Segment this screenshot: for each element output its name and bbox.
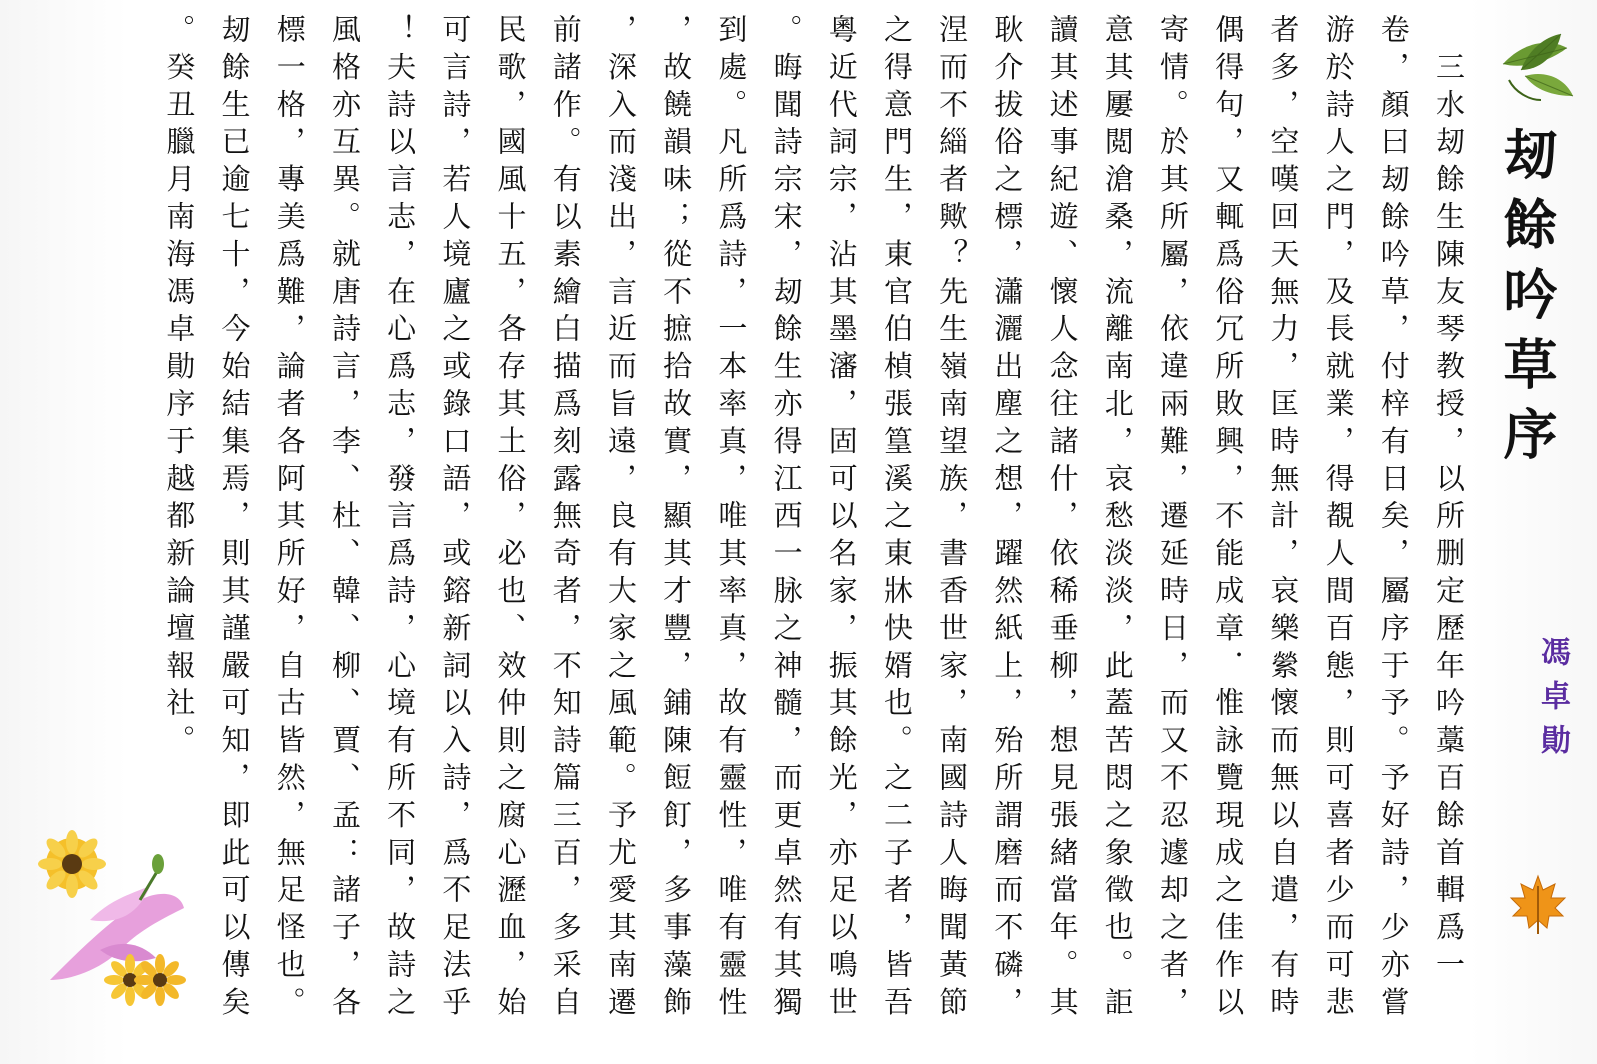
- text-column-16: ，深入而淺出，言近而旨遠，良有大家之風範。予尤愛其南遷: [603, 14, 638, 1024]
- maple-leaf-icon: [1505, 872, 1571, 938]
- text-column-9: 耿介拔俗之標，瀟灑出塵之想，躍然紙上，殆所謂磨而不磷，: [990, 14, 1025, 1024]
- text-column-19: 可言詩，若人境廬之或錄口語，或鎔新詞以入詩，爲不足法乎: [438, 14, 473, 1024]
- text-column-15: ，故饒韻味；從不摭拾故實，顯其才豐，鋪陳餖飣，多事藻飾: [659, 14, 694, 1024]
- text-column-23: 刼餘生已逾七十，今始結集焉，則其謹嚴可知，即此可以傳矣: [217, 14, 252, 1024]
- text-column-5: 偶得句，又輒爲俗冗所敗興，不能成章．惟詠覽現成之佳作以: [1211, 14, 1246, 1024]
- text-column-4: 者多，空嘆回天無力，匡時無計，哀樂縈懷而無以自遣，有時: [1266, 14, 1301, 1024]
- text-column-24: 。癸丑臘月南海馮卓勛序于越都新論壇報社。: [162, 14, 197, 762]
- text-column-11: 之得意門生，東官伯楨張篁溪之東牀快婿也。之二子者，皆吾: [879, 14, 914, 1024]
- text-column-13: 。晦聞詩宗宋，刼餘生亦得江西一脉之神髓，而更卓然有其獨: [769, 14, 804, 1024]
- text-column-3: 游於詩人之門，及長就業，得覩人間百態，則可喜者少而可悲: [1321, 14, 1356, 1024]
- text-column-7: 意其屢閲滄桑，流離南北，哀愁淡淡，此蓋苦悶之象徵也。詎: [1100, 14, 1135, 1024]
- text-column-1: 三水刼餘生陳友琴教授，以所删定歷年吟藁百餘首輯爲一: [1432, 14, 1466, 987]
- text-column-21: 風格亦互異。就唐詩言，李、杜、韓、柳、賈、孟：諸子，各: [327, 14, 362, 1024]
- text-column-8: 讀其述事紀遊、懷人念往諸什，依稀垂柳，想見張緒當年。其: [1045, 14, 1080, 1024]
- text-column-10: 涅而不緇者歟？先生嶺南望族，書香世家，南國詩人晦聞黃節: [935, 14, 970, 1024]
- text-column-6: 寄情。於其所屬，依違兩難，遷延時日，而又不忍遽却之者，: [1155, 14, 1190, 1024]
- text-column-12: 粵近代詞宗，沾其墨瀋，固可以名家，振其餘光，亦足以鳴世: [824, 14, 859, 1024]
- document-title: 刼餘吟草序: [1495, 126, 1559, 476]
- preface-body: [162, 14, 1476, 1054]
- text-column-14: 到處。凡所爲詩，一本率真，唯其率真，故有靈性，唯有靈性: [714, 14, 749, 1024]
- text-column-17: 前諸作。有以素繪白描爲刻露無奇者，不知詩篇三百，多采自: [548, 14, 583, 1024]
- text-column-2: 卷，顏曰刼餘吟草，付梓有日矣，屬序于予。予好詩，少亦嘗: [1376, 14, 1411, 1024]
- text-column-20: ！夫詩以言志，在心爲志，發言爲詩，心境有所不同，故詩之: [383, 14, 418, 1024]
- author-name: 馮卓勛: [1535, 636, 1570, 768]
- text-column-18: 民歌，國風十五，各存其土俗，必也、效仲則之腐心瀝血，始: [493, 14, 528, 1024]
- leaf-sprig-icon: [1495, 30, 1575, 110]
- text-column-22: 標一格，專美爲難，論者各阿其所好，自古皆然，無足怪也。: [272, 14, 307, 1024]
